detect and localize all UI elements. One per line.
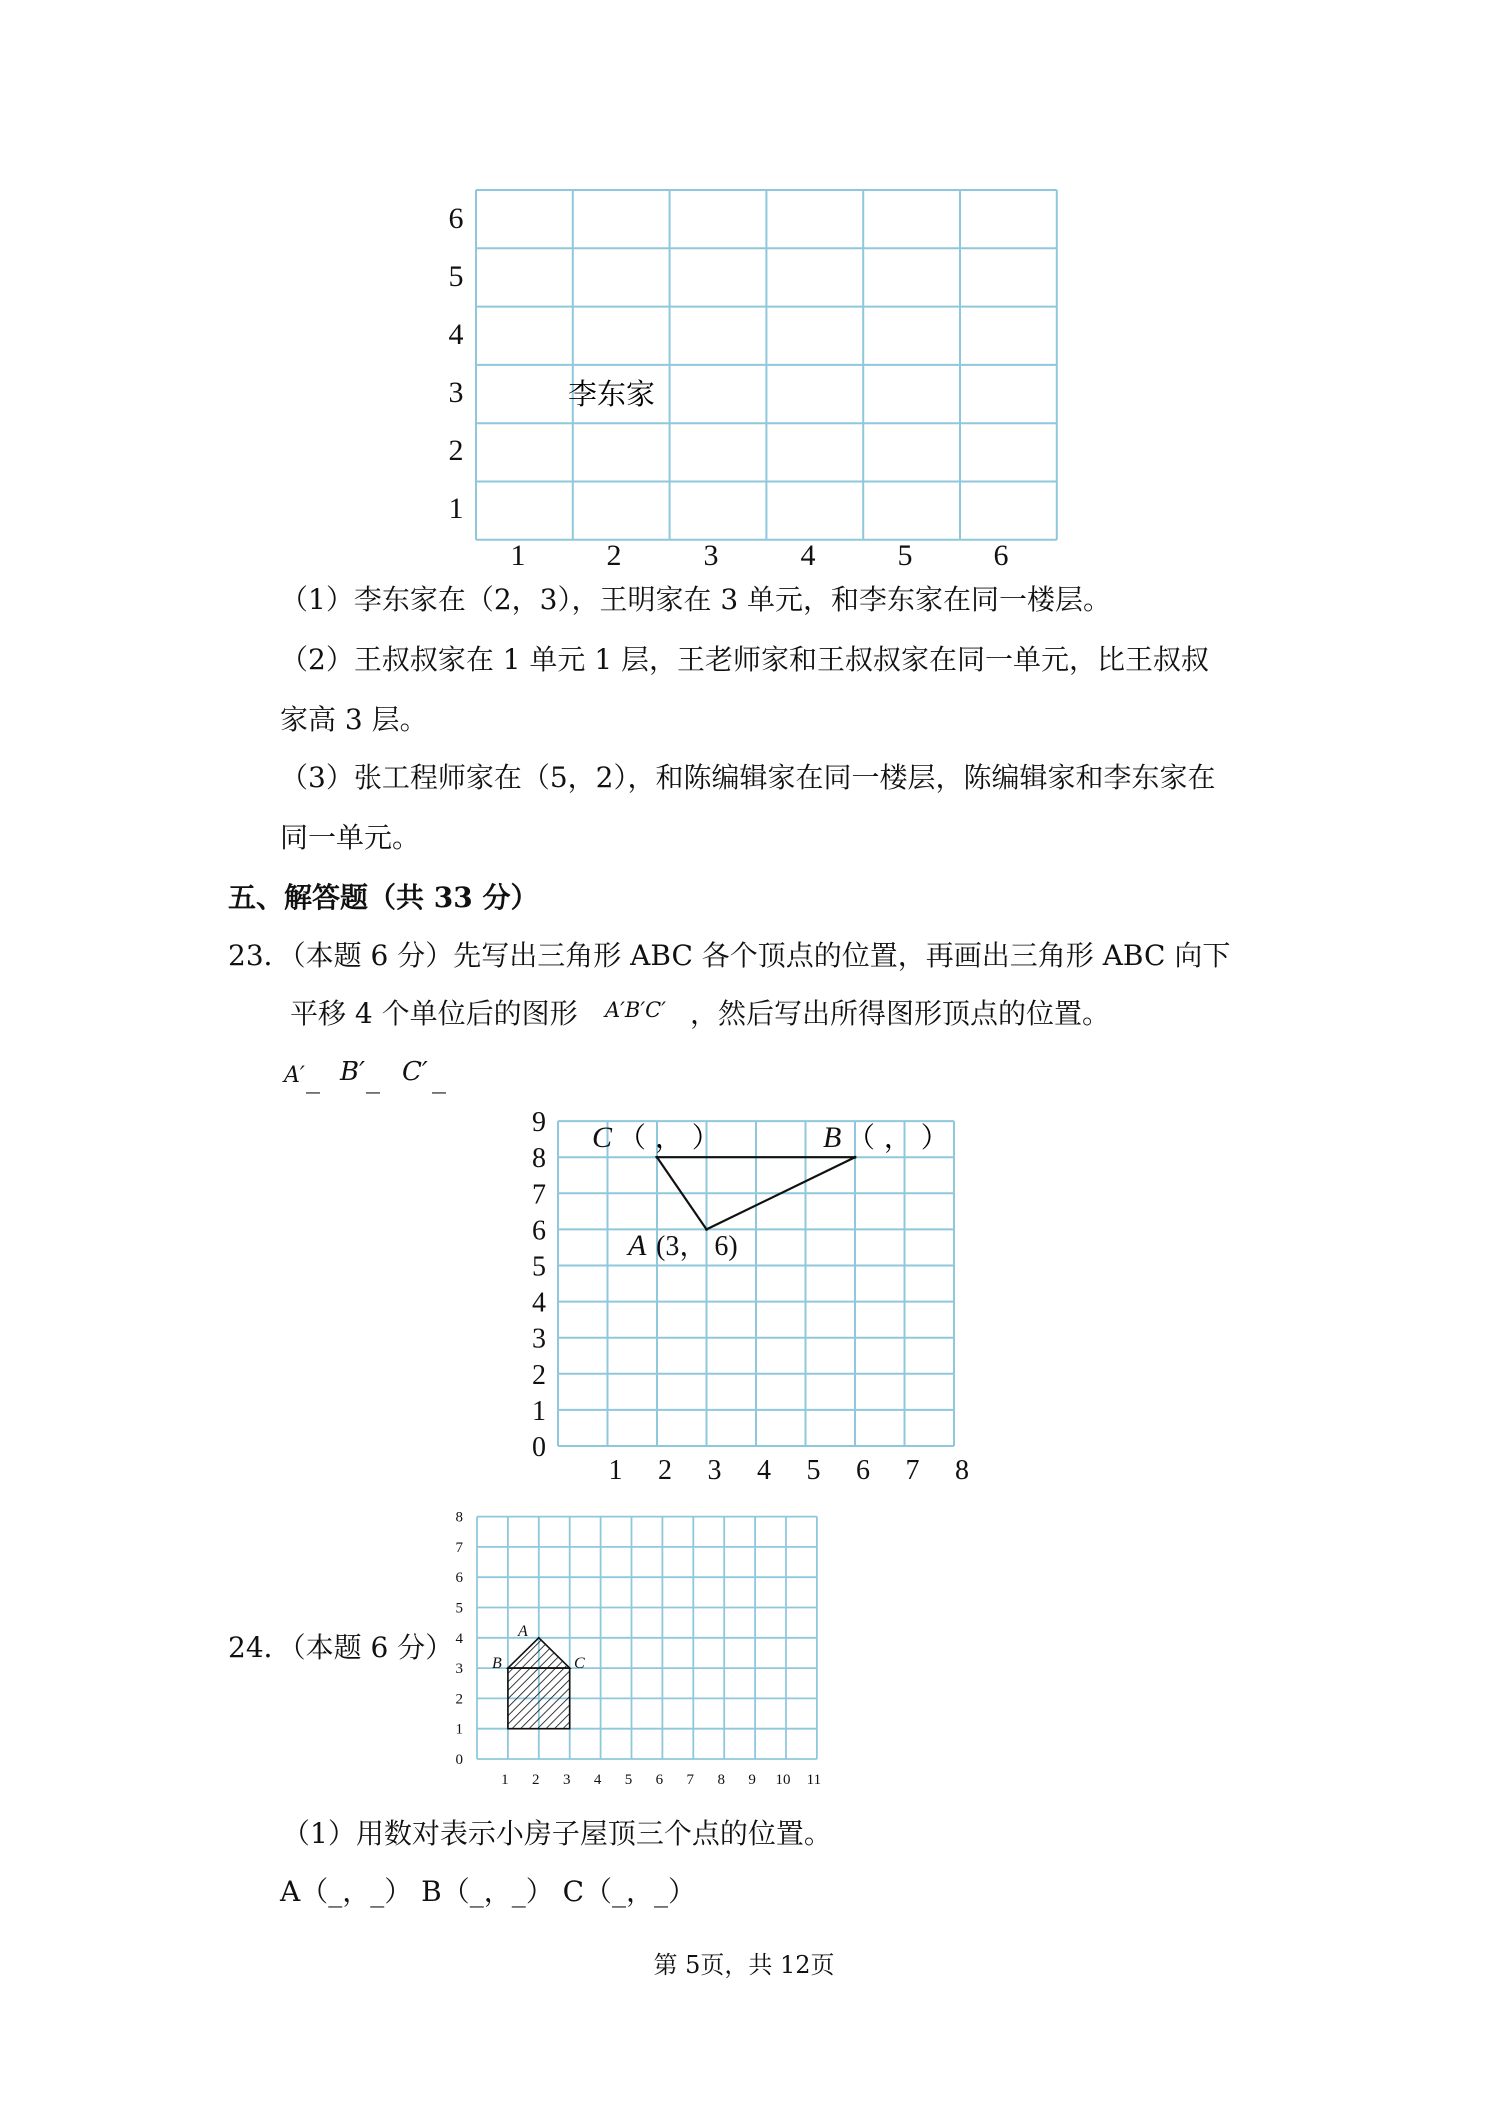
grid1-y-label: 3 (448, 376, 464, 409)
grid2-x-label: 5 (806, 1455, 821, 1486)
grid3-y-label: 8 (455, 1509, 463, 1526)
q22-line-3b: 同一单元。 (280, 821, 421, 854)
grid2-x-label: 7 (905, 1455, 920, 1486)
grid2-label-b-coord: （ ， ） (847, 1121, 949, 1154)
grid3-x-label: 1 (501, 1772, 509, 1788)
q24-sub-1: （1）用数对表示小房子屋顶三个点的位置。 (282, 1817, 832, 1850)
q24-label: 24．（本题 6 分） (228, 1631, 454, 1664)
q22-line-3a: （3）张工程师家在（5，2），和陈编辑家在同一楼层，陈编辑家和李东家在 (280, 761, 1216, 794)
grid3-y-label: 4 (455, 1630, 463, 1647)
grid2-y-label: 1 (532, 1395, 546, 1427)
grid2-y-label: 3 (532, 1323, 546, 1355)
grid2-y-label: 9 (532, 1107, 546, 1139)
grid3-y-label: 0 (455, 1752, 463, 1768)
house-point-b: B (492, 1655, 502, 1672)
grid2-y-label: 8 (532, 1143, 546, 1175)
q23-line-1: 23．（本题 6 分）先写出三角形 ABC 各个顶点的位置，再画出三角形 ABC 向下 (228, 939, 1231, 972)
grid1-y-label: 6 (448, 202, 464, 235)
house-roof (508, 1638, 570, 1668)
grid2-y-label: 2 (532, 1359, 546, 1391)
grid1-x-label: 1 (510, 539, 526, 572)
q23-line-2a: 平移 4 个单位后的图形 (290, 997, 578, 1030)
q23-blank-b: B′ (340, 1057, 366, 1087)
grid1-y-label: 5 (448, 260, 464, 293)
house-point-c: C (574, 1655, 585, 1672)
grid2-x-label: 2 (658, 1455, 672, 1486)
grid2-y-label: 7 (532, 1179, 546, 1211)
page-footer: 第 5页，共 12页 (653, 1951, 835, 1979)
grid2-label-c-letter: C (592, 1121, 613, 1154)
grid3-x-label: 3 (562, 1772, 571, 1788)
section-title: 五、解答题（共 33 分） (228, 881, 539, 914)
q23-blank-a: A′ (284, 1063, 305, 1088)
grid3-x-label: 8 (717, 1772, 725, 1788)
grid3-y-label: 2 (455, 1691, 463, 1708)
grid3-x-label: 6 (655, 1772, 664, 1788)
grid1-x-label: 2 (606, 539, 622, 572)
grid3-x-label: 7 (686, 1772, 695, 1788)
grid3-x-label: 2 (532, 1772, 540, 1788)
grid1-x-label: 5 (897, 539, 913, 572)
grid2-label-c-coord: （ ， ） (618, 1121, 720, 1154)
grid2-y-label: 5 (532, 1251, 546, 1283)
grid3-x-label: 10 (775, 1772, 791, 1788)
grid3-y-label: 1 (455, 1721, 463, 1738)
q23-underscore-a: _ (306, 1061, 320, 1094)
grid2-x-label: 6 (856, 1455, 870, 1486)
grid2-label-a-letter: A (628, 1229, 647, 1262)
grid2-x-label: 4 (757, 1455, 771, 1486)
q22-line-2b: 家高 3 层。 (280, 703, 428, 736)
q22-line-2a: （2）王叔叔家在 1 单元 1 层，王老师家和王叔叔家在同一单元，比王叔叔 (280, 643, 1210, 676)
grid3-x-label: 9 (748, 1772, 756, 1788)
grid3-y-label: 6 (455, 1570, 463, 1587)
grid1-y-label: 2 (448, 434, 464, 467)
grid1-y-label: 4 (448, 318, 464, 351)
house-walls (508, 1668, 570, 1729)
grid2-x-label: 1 (608, 1455, 623, 1486)
grid3-x-label: 4 (593, 1772, 602, 1788)
grid2-y-label: 4 (532, 1287, 546, 1319)
q23-line-2b: ，然后写出所得图形顶点的位置。 (690, 997, 1111, 1030)
grid2-label-a-coord: (3， 6) (656, 1231, 738, 1262)
grid2-y-label: 6 (532, 1215, 546, 1247)
q22-line-1: （1）李东家在（2，3），王明家在 3 单元，和李东家在同一楼层。 (280, 583, 1112, 616)
grid2-label-b-letter: B (823, 1121, 842, 1154)
grid3-x-label: 5 (624, 1772, 633, 1788)
grid1-x-label: 4 (800, 539, 816, 572)
q24-answer-line: A（_，_） B（_，_） C（_，_） (280, 1875, 697, 1908)
q23-underscore-c: _ (432, 1061, 446, 1094)
grid1-x-label: 3 (703, 539, 719, 572)
grid3-y-label: 5 (455, 1600, 463, 1617)
grid1-x-label: 6 (993, 539, 1009, 572)
grid2-x-label: 3 (707, 1455, 722, 1486)
grid2-y-label: 0 (532, 1432, 546, 1463)
grid1-y-label: 1 (448, 492, 464, 525)
q23-blank-c: C′ (402, 1057, 428, 1087)
grid3-y-label: 3 (455, 1661, 463, 1678)
q23-underscore-b: _ (366, 1061, 380, 1094)
grid3-y-label: 7 (455, 1539, 463, 1556)
house-point-a: A (518, 1623, 528, 1640)
grid2-x-label: 8 (955, 1455, 969, 1486)
grid3-x-label: 11 (806, 1772, 822, 1788)
q23-formula: A′B′C′ (605, 998, 666, 1022)
grid1-marker-label: 李东家 (568, 377, 656, 411)
